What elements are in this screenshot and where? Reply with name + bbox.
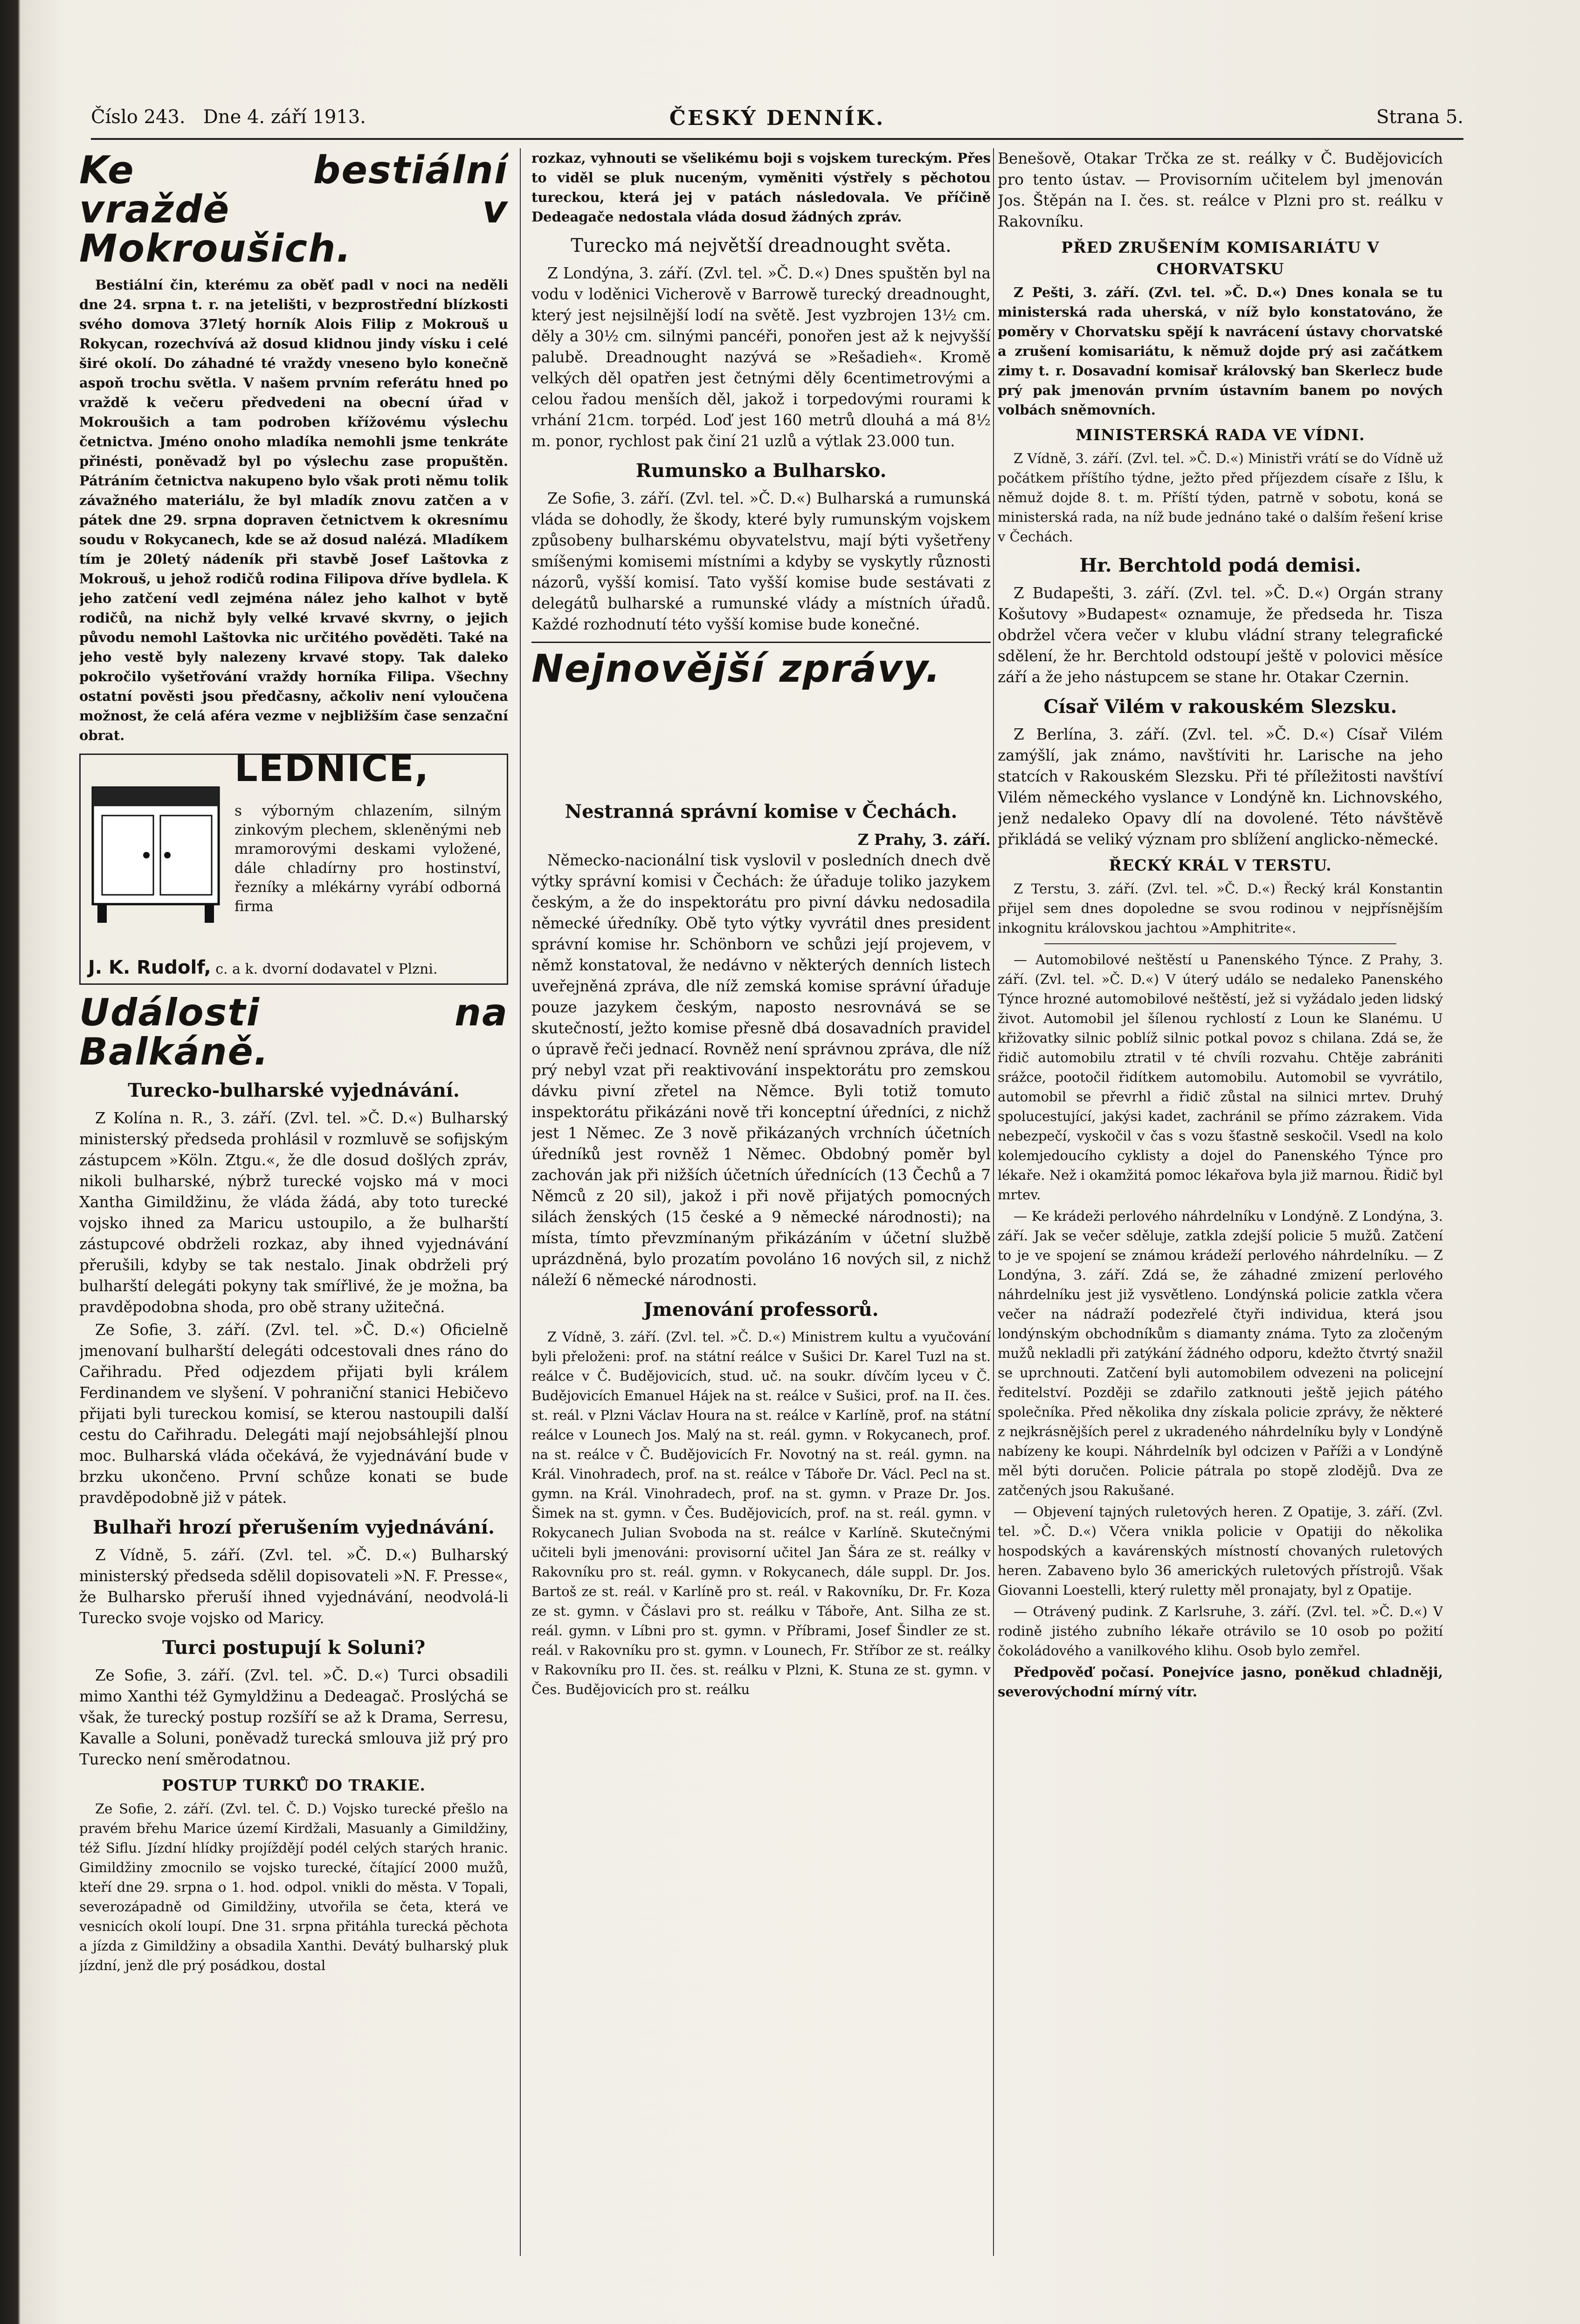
headline-latest-news: Nejnovější zprávy. [531, 647, 941, 691]
dateline: Z Prahy, 3. září. [857, 830, 991, 849]
headline-balkan: Události na Balkáně. [79, 991, 508, 1073]
article-paragraph: Německo-nacionální tisk vyslovil v posledních dnech dvě výtky správní komisi v Čechách: že úřaduje toliko jazykem českým, a že do inspektorátu pro pivní dávku nedosadila německé úředníky. Obě tyto výtky vyvrátil dnes president správní komise hr. Schönborn ve schůzi její projevem, v němž konstatoval, že nedávno v některých denních listech uveřejněná zpráva, dle níž zemská komise správní úřaduje pouze jazykem českým, naposto nesrovnává se se skutečností, ježto komise přesně dbá dosavadních pravidel o úpravě řeči jednací. Rovněž není správnou zpráva, dle níž prý nebyl vzat při reaktivování inspektorátu pro zemskou dávku pivní zřetel na Němce. Byli totiž tomuto inspektorátu přikázáni nově tři konceptní úředníci, z nichž jest 1 Němec. Ze 3 nově přikázaných vrchních účetních úředníků jest rovněž 1 Němec. Obdobný poměr byl zachován jak při nižších účetních úřednících (13 Čechů a 7 Němců z 20 sil), jakož i při nově přijatých pomocných silách ženských (15 české a 9 německé národnosti); na místa, tímto převzmínaným přikázáním v účetní službě uprázdněná, bylo prozatím povoláno 16 nových sil, z nichž náleží 6 německé národnosti. [531, 851, 991, 1289]
column-divider [993, 148, 994, 2256]
refrigerator-illustration [88, 769, 228, 932]
subheading: POSTUP TURKŮ DO TRAKIE. [162, 1776, 426, 1794]
article-paragraph: Z Vídně, 5. září. (Zvl. tel. »Č. D.«) Bulharský ministerský předseda sdělil dopisovateli »N. F. Presse«, že Bulharsko přeruší ihned vyjednávání, neodvolá-li Turecko svoje vojsko od Maricy. [79, 1546, 508, 1627]
article-paragraph: Z Berlína, 3. září. (Zvl. tel. »Č. D.«) Císař Vilém zamýšlí, jak známo, navštíviti hr. Larische na jeho statcích v Rakouském Slezsku. Při té příležitosti navštíví Vilém německého vyslance v Londýně kn. Lichnovského, jenž nedaleko Opavy dlí na dovolené. Této návštěvě přikládá se veliký význam pro sblížení anglicko-německé. [998, 726, 1443, 848]
article-paragraph: — Objevení tajných ruletových heren. Z Opatije, 3. září. (Zvl. tel. »Č. D.«) Včera vnikla policie v Opatiji do několika hospodských a kavárenských místností chovaných ruletových heren. Zabaveno bylo 36 amerických ruletových přístrojů. Však Giovanni Loestelli, který ruletty měl pronajaty, byl z Opatije. [998, 1504, 1443, 1598]
section-rule [531, 642, 991, 643]
page-number: Strana 5. [1376, 106, 1463, 128]
issue-info: Číslo 243. Dne 4. září 1913. [91, 106, 366, 128]
advertisement-ledni​ce [79, 748, 508, 985]
header-rule [91, 138, 1463, 140]
subheading: Turecko má největší dreadnought světa. [571, 235, 952, 256]
article-continuation: Benešově, Otakar Trčka ze st. reálky v Č. Budějovicích pro tento ústav. — Provisorním učitelem byl jmenován Jos. Štěpán na I. čes. st. reálce v Plzni pro st. reálku v Rakovníku. [998, 150, 1443, 230]
article-paragraph: Z Kolína n. R., 3. září. (Zvl. tel. »Č. D.«) Bulharský ministerský předseda prohlásil v rozmluvě se sofijským zástupcem »Köln. Ztgu.«, že dle dosud došlých zpráv, nikoli bulharské, nýbrž turecké vojsko má v moci Xantha Gimildžinu, že vláda žádá, aby toto turecké vojsko ihned za Maricu ustoupilo, a že bulharští zástupcové obdrželi rozkaz, aby ihned vyjednávání přerušili, kdyby se tak nestalo. Jinak obdrželi prý bulharští delegáti pokyny tak smířlivé, že je možna, ba pravděpodobna shoda, pro obě strany užitečná. [79, 1109, 508, 1316]
article-paragraph: Z Terstu, 3. září. (Zvl. tel. »Č. D.«) Řecký král Konstantin přijel sem dnes dopoledne se svou rodinou v nejpřísnějším inkognitu královskou jachtou »Amphitrite«. [998, 881, 1443, 936]
subheading: Císař Vilém v rakouském Slezsku. [1043, 696, 1397, 718]
subheading: Jmenování professorů. [643, 1299, 879, 1321]
article-paragraph: Z Londýna, 3. září. (Zvl. tel. »Č. D.«) Dnes spuštěn byl na vodu v loděnici Vicherově v Barrowě turecký dreadnought, který jest nejsilnější lodí na světě. Jest vyzbrojen 13½ cm. děly a 30½ cm. silnými pancéři, ponořen jest až k nejvyšší palubě. Dreadnought nazývá se »Rešadieh«. Kromě velkých děl opatřen jest četnými děly 6centimetrovými a celou řadou menších děl, jakož i torpedovými rourami k vrhání 21cm. torpéd. Loď jest 160 metrů dlouhá a má 8½ m. ponor, rychlost pak činí 21 uzlů a výtlak 23.000 tun. [531, 264, 991, 450]
article-paragraph: Ze Sofie, 3. září. (Zvl. tel. »Č. D.«) Oficielně jmenovaní bulharští delegáti odcestovali dnes ráno do Cařihradu. Před odjezdem přijati byli králem Ferdinandem ve slyšení. V pohraniční stanici Hebičevo přijati byli tureckou komisí, se kterou nastoupili další cestu do Cařihradu. Delegáti mají nejobsáhlejší plnou moc. Bulharská vláda očekává, že vyjednávání bude v brzku ukončeno. První schůze konati se bude pravděpodobně již v pátek. [79, 1321, 508, 1507]
column-3 [998, 148, 1443, 2256]
ad-footer: J. K. Rudolf, c. a k. dvorní dodavatel v Plzni. [88, 957, 438, 978]
article-paragraph: Z Vídně, 3. září. (Zvl. tel. »Č. D.«) Ministři vrátí se do Vídně už počátkem příštího týdne, ježto před příjezdem císaře z Išlu, k němuž dojde 8. t. m. Příští týden, patrně v sobotu, koná se ministerská rada, na níž bude jednáno také o dalším řešení krise v Čechách. [998, 450, 1443, 545]
subheading: PŘED ZRUŠENÍM KOMISARIÁTU V CHORVATSKU [1061, 238, 1380, 278]
ad-text: s výborným chlazením, silným zinkovým plechem, skleněnými neb mramorovými deskami vyložené, dále chladírny pro hostinství, řezníky a mlékárny vyrábí odborná firma [235, 802, 501, 915]
weather-forecast: Předpověď počasí. Ponejvíce jasno, poněkud chladněji, severovýchodní mírný vítr. [998, 1664, 1443, 1700]
article-paragraph: Ze Sofie, 3. září. (Zvl. tel. »Č. D.«) Bulharská a rumunská vláda se dohodly, že škody, které byly rumunským vojskem způsobeny bulharskému obyvatelstvu, mají býti vyšetřeny smíšenými komisemi místními a kdyby se vyskytly různosti názorů, vyšší komisí. Tato vyšší komise bude sestávati z delegátů bulharské a rumunské vlády a místních úřadů. Každé rozhodnutí této vyšší komise bude konečné. [531, 490, 991, 633]
article-continuation: rozkaz, vyhnouti se všelikému boji s vojskem tureckým. Přes to viděl se pluk nuceným, vyměniti výstřely s pěchotou tureckou, která jej v patách následovala. Ve příčině Dedeagače nedostala vláda dosud žádných zpráv. [531, 150, 991, 225]
page-header [91, 106, 1463, 139]
masthead: ČESKÝ DENNÍK. [669, 106, 885, 130]
article-murder: Bestiální čin, kterému za oběť padl v noci na neděli dne 24. srpna t. r. na jetelišti, v bezprostřední blízkosti svého domova 37letý horník Alois Filip z Mokrouš u Rokycan, rozechvívá až dosud klidnou jindy vísku i celé širé okolí. Do záhadné té vraždy vneseno bylo konečně aspoň trochu světla. V našem prvním referátu hned po vraždě k večeru předvedeni na obecní úřad v Mokroušich a tam podroben křížovému výslechu četnictva. Jméno onoho mladíka nemohli jsme tenkráte přinésti, poněvadž byl po výslechu zase propuštěn. Pátráním četnictva nakupeno bylo však proti němu tolik závažného materiálu, že byl mladík znovu zatčen a v pátek dne 29. srpna dopraven četnictvem k okresnímu soudu v Rokycanech, kde se až dosud nalézá. Mladíkem tím je 20letý nádeník při stavbě Josef Laštovka z Mokrouš, u jehož rodičů rodina Filipova dříve bydlela. K jeho zatčení vedl zejména nález jeho kalhot v bytě rodičů, na nichž byly velké krvavé skvrny, o jejich původu nemohl Laštovka nic určitého pověděti. Také na jeho vestě byly nalezeny krvavé stopy. Tak daleko pokročilo vyšetřování vraždy horníka Filipa. Všechny ostatní pověsti jsou předčasny, ačkoliv není vyloučena možnost, že celá aféra vezme v nejbližším čase senzační obrat. [79, 277, 508, 743]
article-paragraph: — Automobilové neštěstí u Panenského Týnce. Z Prahy, 3. září. (Zvl. tel. »Č. D.«) V úterý událo se nedaleko Panenského Týnce hrozné automobilové neštěstí, jež si vyžádalo jeden lidský život. Automobil jel šílenou rychlostí z Loun ke Slanému. U křižovatky silnic poblíž silnic potkal povoz s chilana. Zdá se, že řidič automobilu ztratil v té chvíli rozvahu. Chtěje zabrániti srážce, pootočil řidítkem automobilu. Automobil se vyvrátilo, automobil se převrhl a řidič zůstal na silnici mrtev. Druhý spolucestující, jakýsi kadet, zachránil se přímo zázrakem. Vida nebezpečí, vyskočil v čas s vozu šťastně seskočil. Vsedl na kolo kolemjedoucího cyklisty a dojel do Panenského Týnce pro lékaře. Než i okamžitá pomoc lékařova byla již marnou. Řidič byl mrtev. [998, 952, 1443, 1203]
headline-murder: Ke bestiální vraždě v Mokroušich. [79, 148, 508, 271]
subheading: Bulhaři hrozí přerušením vyjednávání. [93, 1516, 495, 1538]
separator [1044, 943, 1396, 944]
article-paragraph: Ze Sofie, 3. září. (Zvl. tel. »Č. D.«) Turci obsadili mimo Xanthi též Gymyldžinu a Dedeagač. Proslýchá se však, že turecký postup rozšíří se až k Drama, Serresu, Kavalle a Soluni, poněvadž turecká smlouva již prý pro Turecko není směrodatnou. [79, 1667, 508, 1768]
column-1 [79, 148, 508, 2256]
article-paragraph: Z Pešti, 3. září. (Zvl. tel. »Č. D.«) Dnes konala se tu ministerská rada uherská, v níž bylo konstatováno, že poměry v Chorvatsku spějí k navrácení ústavy chorvatské a zrušení komisariátu, k němuž dojde prý asi začátkem zimy t. r. Dosavadní komisař královský ban Skerlecz bude prý pak jmenován prvním ústavním banem po nových volbách sněmovních. [998, 284, 1443, 418]
article-paragraph: — Otrávený pudink. Z Karlsruhe, 3. září. (Zvl. tel. »Č. D.«) V rodině jistého zubního lékaře otrávilo se 10 osob po požití čokoládového a vanilkového klihu. Osob bylo zemřel. [998, 1604, 1443, 1659]
ad-title: LEDNICE, [235, 748, 430, 790]
article-paragraph: — Ke krádeži perlového náhrdelníku v Londýně. Z Londýna, 3. září. Jak se večer sděluje, zatkla zdejší policie 5 mužů. Zatčení to je ve spojení se známou krádeží perlového náhrdelníku. — Z Londýna, 3. září. Zdá se, že záhadné zmizení perlového náhrdelníku jest již vysvětleno. Londýnská policie zatkla včera večer na nádraží podezřelé čtyři individua, která jsou londýnským obchodníkům s diamanty známa. Tyto za zločeným mužů nekladli při zatýkání žádného odporu, kdežto čtvrtý snažil se uprchnouti. Zatčení byli automobilem odvezeni na policejní ředitelství. Později se zdařilo zatknouti ještě jejich pátého společníka. Před několika dny získala policie zprávy, že některé z nejkrásnějších perel z ukradeného náhrdelníku byly v Londýně nabízeny ke koupi. Náhrdelník byl odcizen v Paříži a v Londýně měl býti doručen. Policie pátrala po stopě zlodějů. Dva ze zatčených jsou Rakušané. [998, 1208, 1443, 1498]
subheading: Nestranná správní komise v Čechách. [565, 801, 958, 823]
subheading: Turci postupují k Soluni? [162, 1637, 426, 1659]
column-divider [520, 148, 521, 2256]
subheading: MINISTERSKÁ RADA VE VÍDNI. [1076, 426, 1365, 444]
column-2-lower [531, 793, 991, 2248]
subheading: Hr. Berchtold podá demisi. [1079, 554, 1361, 576]
article-paragraph: Z Budapešti, 3. září. (Zvl. tel. »Č. D.«) Orgán strany Košutovy »Budapest« oznamuje, že předseda hr. Tisza obdržel včera večer v klubu vládní strany telegrafické sdělení, že hr. Berchtold odstoupí ještě v polovici měsíce září a že jeho nástupcem se stane hr. Otakar Czernin. [998, 584, 1443, 686]
article-paragraph: Ze Sofie, 2. září. (Zvl. tel. Č. D.) Vojsko turecké přešlo na pravém břehu Marice území Kirdžali, Masuanly a Gimildžiny, též Siflu. Jízdní hlídky projíždějí podél celých starých hranic. Gimildžiny zmocnilo se vojsko turecké, čítající 2000 mužů, kteří dne 29. srpna o 1. hod. odpol. vnikli do města. V Topali, severozápadně od Gimildžiny, utvořila se četa, která ve vesnicích okolí loupí. Dne 31. srpna přitáhla turecká pěchota a jízda z Gimildžiny a obsadila Xanthi. Devátý bulharský pluk jízdní, jenž dle prý posádkou, dostal [79, 1801, 508, 1973]
subheading: Rumunsko a Bulharsko. [635, 460, 887, 482]
subheading: Turecko-bulharské vyjednávání. [128, 1079, 460, 1101]
subheading: ŘECKÝ KRÁL V TERSTU. [1109, 856, 1332, 874]
article-paragraph: Z Vídně, 3. září. (Zvl. tel. »Č. D.«) Ministrem kultu a vyučování byli přeloženi: prof. na státní reálce v Sušici Dr. Karel Tuzl na st. reálce v Č. Budějovicích, stud. uč. na soukr. dívčím lyceu v Č. Budějovicích Emanuel Hájek na st. reálce v Sušici, prof. na II. čes. st. reál. v Plzni Václav Houra na st. reálce v Karlíně, prof. na státní reálce v Lounech Jos. Malý na st. reál. gymn. v Rokycanech, prof. na st. reálce v Č. Budějovicích Fr. Novotný na st. reál. gymn. na Král. Vinohradech, prof. na st. reálce v Táboře Dr. Václ. Pecl na st. gymn. na Král. Vinohradech, prof. na st. gymn. v Praze Dr. Jos. Šimek na st. gymn. v Čes. Budějovicích, prof. na st. reál. gymn. v Rokycanech Julian Svoboda na st. reálce v Karlíně. Skutečnými učiteli byli jmenováni: provisorní učitel Jan Šára ze st. reálky v Rakovníku pro st. reál. gymn. v Rokycanech, dále suppl. Dr. Jos. Bartoš ze st. reál. v Karlíně pro st. reál. v Rakovníku, Dr. Fr. Koza ze st. gymn. v Čáslavi pro st. reálku v Táboře, Ant. Silha ze st. reál. gymn. v Líbni pro st. gymn. v Příbrami, Josef Šindler ze st. reál. v Rakovníku pro st. gymn. v Lounech, Fr. Stříbor ze st. reálky v Rakovníku pro II. čes. st. reálku v Plzni, K. Stuna ze st. gymn. v Čes. Budějovicích pro st. reálku [531, 1329, 991, 1697]
